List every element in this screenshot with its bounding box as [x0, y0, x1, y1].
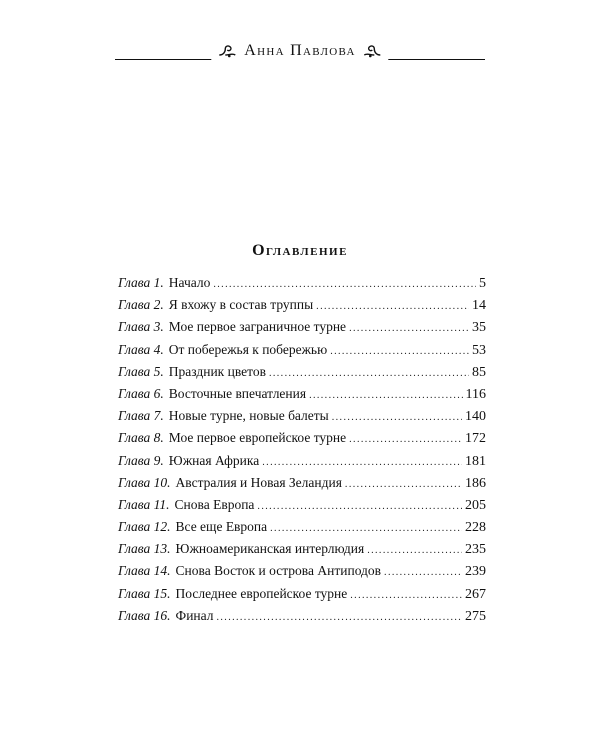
toc-leader-dots [257, 501, 462, 512]
toc-chapter-name: Южная Африка [168, 452, 260, 468]
toc-chapter-name: Снова Европа [174, 496, 255, 512]
toc-entry [118, 319, 486, 341]
toc-entry [118, 342, 486, 364]
toc-page-number: 205 [465, 497, 486, 513]
toc-chapter-name: Австралия и Новая Зеландия [175, 474, 342, 490]
running-header [115, 38, 485, 68]
toc-page-number: 172 [465, 431, 486, 447]
toc-page-number: 53 [472, 342, 486, 358]
toc-chapter-number: Глава 11. [118, 496, 170, 512]
toc-chapter-name: Начало [168, 275, 211, 290]
toc-entry [118, 386, 486, 408]
toc-chapter-name: Все еще Европа [175, 519, 268, 535]
toc-entry [118, 297, 486, 319]
toc-page-number: 85 [472, 364, 486, 380]
toc-leader-dots [316, 301, 469, 312]
toc-page-number: 14 [472, 298, 486, 314]
toc-chapter-number: Глава 14. [118, 563, 171, 579]
toc-leader-dots [345, 479, 462, 490]
header-title-group [211, 42, 388, 60]
toc-leader-dots [262, 457, 462, 468]
toc-leader-dots [349, 434, 462, 445]
toc-chapter-number: Глава 8. [118, 430, 164, 446]
toc-entry [118, 364, 486, 386]
toc-leader-dots [367, 545, 462, 556]
toc-chapter-number: Глава 3. [118, 319, 164, 335]
toc-page-number: 35 [472, 320, 486, 336]
toc-leader-dots [309, 390, 462, 401]
toc-chapter-number: Глава 13. [118, 541, 171, 557]
toc-page-number: 235 [465, 542, 486, 558]
toc-entry [118, 519, 486, 541]
toc-chapter-number: Глава 6. [118, 385, 164, 401]
toc-entry [118, 475, 486, 497]
toc-leader-dots [213, 279, 476, 290]
toc-chapter-name: Мое первое заграничное турне [168, 319, 347, 335]
toc-chapter-name: Снова Восток и острова Антиподов [175, 563, 382, 579]
toc-chapter-number: Глава 2. [118, 297, 164, 313]
table-of-contents [118, 275, 486, 630]
toc-chapter-number: Глава 7. [118, 408, 164, 424]
toc-entry [118, 586, 486, 608]
toc-page-number: 275 [465, 608, 486, 624]
toc-chapter-name: Я вхожу в состав труппы [168, 297, 314, 313]
header-title: Анна Павлова [244, 42, 356, 59]
toc-chapter-number: Глава 5. [118, 363, 164, 379]
toc-entry [118, 563, 486, 585]
toc-chapter-number: Глава 1. [118, 275, 164, 290]
toc-leader-dots [349, 323, 469, 334]
toc-chapter-name: Финал [175, 607, 214, 623]
toc-chapter-name: Новые турне, новые балеты [168, 408, 329, 424]
toc-page-number: 140 [465, 409, 486, 425]
toc-page-number: 116 [465, 386, 486, 402]
toc-leader-dots [217, 612, 463, 623]
toc-leader-dots [332, 412, 462, 423]
toc-page-number: 186 [465, 475, 486, 491]
toc-entry [118, 497, 486, 519]
toc-page-number: 239 [465, 564, 486, 580]
toc-entry [118, 430, 486, 452]
toc-entry [118, 608, 486, 630]
toc-chapter-number: Глава 10. [118, 474, 171, 490]
toc-entry [118, 275, 486, 297]
toc-page-number: 181 [465, 453, 486, 469]
toc-chapter-number: Глава 15. [118, 585, 171, 601]
toc-chapter-number: Глава 4. [118, 341, 164, 357]
toc-chapter-name: Восточные впечатления [168, 385, 307, 401]
toc-chapter-name: От побережья к побережью [168, 341, 328, 357]
toc-chapter-name: Последнее европейское турне [175, 585, 348, 601]
toc-leader-dots [270, 523, 462, 534]
fleuron-right-icon [363, 43, 383, 59]
toc-chapter-number: Глава 9. [118, 452, 164, 468]
toc-title: Оглавление [252, 242, 348, 259]
toc-page-number: 267 [465, 586, 486, 602]
toc-page-number: 5 [479, 276, 486, 291]
fleuron-left-icon [217, 43, 237, 59]
toc-leader-dots [350, 590, 462, 601]
toc-chapter-name: Мое первое европейское турне [168, 430, 347, 446]
toc-entry [118, 541, 486, 563]
toc-entry [118, 453, 486, 475]
toc-chapter-number: Глава 16. [118, 607, 171, 623]
toc-entry [118, 408, 486, 430]
toc-leader-dots [330, 346, 469, 357]
toc-chapter-name: Южноамериканская интерлюдия [175, 541, 365, 557]
toc-chapter-number: Глава 12. [118, 519, 171, 535]
toc-chapter-name: Праздник цветов [168, 363, 266, 379]
toc-leader-dots [384, 567, 462, 578]
toc-leader-dots [269, 368, 469, 379]
toc-page-number: 228 [465, 520, 486, 536]
